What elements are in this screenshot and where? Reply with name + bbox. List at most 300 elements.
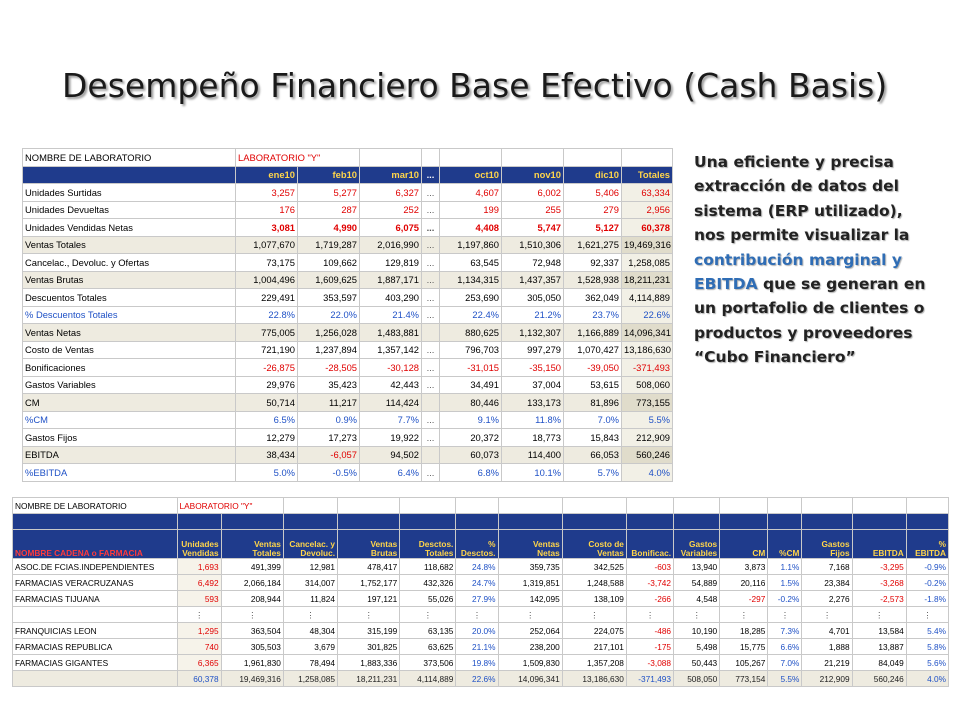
column-header [626, 530, 673, 559]
table-cell: ⋮ [674, 607, 720, 623]
table-cell: 6.8% [440, 464, 502, 482]
table-cell: 29,976 [236, 376, 298, 394]
table-cell: 253,690 [440, 289, 502, 307]
header-blank [13, 514, 178, 530]
table-row [23, 394, 673, 412]
column-header [456, 530, 498, 559]
table-cell: -6,057 [298, 446, 360, 464]
column-header-line2: Ventas [597, 548, 624, 558]
table-cell: ⋮ [720, 607, 768, 623]
table-cell: 2,276 [802, 591, 852, 607]
table-cell: 22.4% [440, 306, 502, 324]
header-blank [221, 514, 283, 530]
table-cell: -3,088 [626, 655, 673, 671]
row-label: Ventas Netas [23, 324, 236, 342]
table-cell [422, 324, 440, 342]
table-cell: 3,873 [720, 559, 768, 575]
column-header [906, 530, 948, 559]
row-label: %CM [23, 411, 236, 429]
table-cell: ⋮ [852, 607, 906, 623]
table-cell: 1,719,287 [298, 236, 360, 254]
table-cell: 1,295 [177, 623, 221, 639]
total-cell: 508,050 [674, 671, 720, 687]
row-label: Unidades Surtidas [23, 184, 236, 202]
column-header-line1: Gastos [689, 539, 718, 549]
table-cell: 7.0% [564, 411, 622, 429]
month-header: ene10 [236, 166, 298, 184]
table-cell: 48,304 [283, 623, 337, 639]
table-cell: 66,053 [564, 446, 622, 464]
table-cell: 314,007 [283, 575, 337, 591]
table-cell: 1,134,315 [440, 271, 502, 289]
total-cell: 560,246 [852, 671, 906, 687]
table-cell: ⋮ [456, 607, 498, 623]
chain-name [13, 607, 178, 623]
table-row [23, 289, 673, 307]
table-cell: 1,132,307 [502, 324, 564, 342]
table-cell: 208,944 [221, 591, 283, 607]
table-cell: 15,843 [564, 429, 622, 447]
table-cell: 252 [360, 201, 422, 219]
empty-cell [400, 498, 456, 514]
table-cell: 50,714 [236, 394, 298, 412]
totals-row [13, 671, 949, 687]
table-cell: 142,095 [498, 591, 562, 607]
table-row [13, 655, 949, 671]
column-header-line1: Ventas [254, 539, 281, 549]
lab-name-label: NOMBRE DE LABORATORIO [23, 149, 236, 167]
table-cell: 1,528,938 [564, 271, 622, 289]
table-cell: ⋮ [562, 607, 626, 623]
table-cell: 6,492 [177, 575, 221, 591]
total-cell: 13,186,630 [562, 671, 626, 687]
total-cell: 18,211,231 [622, 271, 673, 289]
total-cell: 1,258,085 [622, 254, 673, 272]
table-cell: 5,277 [298, 184, 360, 202]
table-cell: 50,443 [674, 655, 720, 671]
empty-cell [564, 149, 622, 167]
table-cell: 13,940 [674, 559, 720, 575]
table-cell: 21.2% [502, 306, 564, 324]
table-cell: 6.5% [236, 411, 298, 429]
header-blank [802, 514, 852, 530]
table-cell: 1,752,177 [338, 575, 400, 591]
table-cell: 54,889 [674, 575, 720, 591]
table-cell: 6.6% [768, 639, 802, 655]
table-cell: 229,491 [236, 289, 298, 307]
total-cell: -371,493 [622, 359, 673, 377]
table-cell: 997,279 [502, 341, 564, 359]
header-blank [720, 514, 768, 530]
table-cell: 129,819 [360, 254, 422, 272]
total-cell: 212,909 [622, 429, 673, 447]
table-cell: 5,127 [564, 219, 622, 237]
table-cell: 23.7% [564, 306, 622, 324]
table-cell: 114,424 [360, 394, 422, 412]
table-cell: 363,504 [221, 623, 283, 639]
table-cell: 72,948 [502, 254, 564, 272]
column-header-row [13, 530, 949, 559]
table-cell: -0.5% [298, 464, 360, 482]
table-cell: 4,408 [440, 219, 502, 237]
table-cell: ... [422, 341, 440, 359]
table-cell: 1,621,275 [564, 236, 622, 254]
table-cell: ... [422, 359, 440, 377]
table-cell: 373,506 [400, 655, 456, 671]
table-cell: 3,679 [283, 639, 337, 655]
table-row [23, 411, 673, 429]
table-row [23, 341, 673, 359]
table-row [23, 429, 673, 447]
table-cell: 1,609,625 [298, 271, 360, 289]
table-cell: 199 [440, 201, 502, 219]
header-blank [498, 514, 562, 530]
total-cell: 13,186,630 [622, 341, 673, 359]
table-cell: 15,775 [720, 639, 768, 655]
table-cell: 73,175 [236, 254, 298, 272]
table-cell: 6,075 [360, 219, 422, 237]
table-cell: 53,615 [564, 376, 622, 394]
table-cell: 11,217 [298, 394, 360, 412]
row-label: % Descuentos Totales [23, 306, 236, 324]
table-cell: -35,150 [502, 359, 564, 377]
table-cell: ... [422, 376, 440, 394]
table-cell: 353,597 [298, 289, 360, 307]
column-header-line2: Bonificac. [631, 548, 672, 558]
total-cell: -371,493 [626, 671, 673, 687]
table-cell: 34,491 [440, 376, 502, 394]
table-cell: 1.5% [768, 575, 802, 591]
month-header: feb10 [298, 166, 360, 184]
table-cell: 721,190 [236, 341, 298, 359]
table-cell: 775,005 [236, 324, 298, 342]
table-cell: 1,004,496 [236, 271, 298, 289]
month-header: nov10 [502, 166, 564, 184]
table-cell: 305,050 [502, 289, 564, 307]
header-blank [177, 514, 221, 530]
column-header [400, 530, 456, 559]
row-label: EBITDA [23, 446, 236, 464]
column-header-line1: Costo de [588, 539, 624, 549]
header-blank [626, 514, 673, 530]
column-header-line1: % [488, 539, 496, 549]
table-row [23, 464, 673, 482]
table-cell: ... [422, 236, 440, 254]
table-cell: ⋮ [498, 607, 562, 623]
table-cell: ⋮ [906, 607, 948, 623]
table-cell: 255 [502, 201, 564, 219]
table-cell: 1,237,894 [298, 341, 360, 359]
table-row [13, 639, 949, 655]
table-cell: 5.6% [906, 655, 948, 671]
description-part1: Una eficiente y precisa extracción de datos del sistema (ERP utilizado), nos permite visualizar la [694, 153, 910, 245]
table-cell: 11,824 [283, 591, 337, 607]
table-cell: ⋮ [177, 607, 221, 623]
chain-name: FRANQUICIAS LEON [13, 623, 178, 639]
table-cell: -3,268 [852, 575, 906, 591]
column-header [221, 530, 283, 559]
table-cell: 224,075 [562, 623, 626, 639]
table-cell: 403,290 [360, 289, 422, 307]
header-blank [852, 514, 906, 530]
table-cell: 63,135 [400, 623, 456, 639]
table-cell: 1,888 [802, 639, 852, 655]
table-cell: -297 [720, 591, 768, 607]
row-label: Unidades Devueltas [23, 201, 236, 219]
table-cell: 3,257 [236, 184, 298, 202]
table-cell: 3,081 [236, 219, 298, 237]
month-header-row [23, 166, 673, 184]
header-blank [456, 514, 498, 530]
total-cell: 560,246 [622, 446, 673, 464]
total-cell: 508,060 [622, 376, 673, 394]
month-header: mar10 [360, 166, 422, 184]
table-row [23, 324, 673, 342]
table-cell: 55,026 [400, 591, 456, 607]
total-cell: 4.0% [906, 671, 948, 687]
lab-name-row [13, 498, 949, 514]
table-cell: 491,399 [221, 559, 283, 575]
table-cell: 1,357,142 [360, 341, 422, 359]
table-cell: 593 [177, 591, 221, 607]
table-cell: -39,050 [564, 359, 622, 377]
table-cell: 20,372 [440, 429, 502, 447]
table-cell: 94,502 [360, 446, 422, 464]
table-cell: ⋮ [338, 607, 400, 623]
total-cell: 14,096,341 [622, 324, 673, 342]
table-cell: 4,701 [802, 623, 852, 639]
table-cell: 1,256,028 [298, 324, 360, 342]
column-header-line2: Fijos [830, 548, 850, 558]
totals-blank [13, 671, 178, 687]
column-header [802, 530, 852, 559]
table-cell: 7.3% [768, 623, 802, 639]
table-cell: 11.8% [502, 411, 564, 429]
total-cell: 22.6% [622, 306, 673, 324]
table-cell: 796,703 [440, 341, 502, 359]
table-cell: 19.8% [456, 655, 498, 671]
total-cell: 212,909 [802, 671, 852, 687]
total-cell: 63,334 [622, 184, 673, 202]
table-cell: 42,443 [360, 376, 422, 394]
table-row [23, 236, 673, 254]
table-cell: ⋮ [626, 607, 673, 623]
column-header [338, 530, 400, 559]
lab-name-value: LABORATORIO "Y" [236, 149, 360, 167]
table-cell: 21.1% [456, 639, 498, 655]
table-cell: ⋮ [400, 607, 456, 623]
table-row [23, 271, 673, 289]
table-cell: 2,066,184 [221, 575, 283, 591]
column-header-line1: Ventas [370, 539, 398, 549]
header-blank [674, 514, 720, 530]
table-cell: -0.2% [906, 575, 948, 591]
table-cell: 4,990 [298, 219, 360, 237]
table-cell: ... [422, 254, 440, 272]
empty-cell [360, 149, 422, 167]
row-label: %EBITDA [23, 464, 236, 482]
table-cell: 21,219 [802, 655, 852, 671]
table-cell: 13,887 [852, 639, 906, 655]
chain-name: FARMACIAS GIGANTES [13, 655, 178, 671]
total-cell: 19,469,316 [221, 671, 283, 687]
row-label: Cancelac., Devoluc. y Ofertas [23, 254, 236, 272]
month-header: oct10 [440, 166, 502, 184]
table-cell: 38,434 [236, 446, 298, 464]
table-cell: 5,747 [502, 219, 564, 237]
table-cell: ⋮ [768, 607, 802, 623]
table-cell: -0.2% [768, 591, 802, 607]
table-cell: 1,887,171 [360, 271, 422, 289]
table-cell: 301,825 [338, 639, 400, 655]
table-cell: ⋮ [802, 607, 852, 623]
table-cell: 12,279 [236, 429, 298, 447]
table-cell: 5,406 [564, 184, 622, 202]
column-header-line2: EBITDA [872, 548, 904, 558]
table-cell: 6,002 [502, 184, 564, 202]
table-cell: 6,327 [360, 184, 422, 202]
total-cell: 22.6% [456, 671, 498, 687]
table-cell: 342,525 [562, 559, 626, 575]
chain-name-header: NOMBRE CADENA o FARMACIA [13, 530, 178, 559]
table-cell: 5.4% [906, 623, 948, 639]
table-cell: 109,662 [298, 254, 360, 272]
total-cell: 18,211,231 [338, 671, 400, 687]
header-blank [400, 514, 456, 530]
table-cell: 63,545 [440, 254, 502, 272]
chain-name: ASOC.DE FCIAS.INDEPENDIENTES [13, 559, 178, 575]
table-cell: 1.1% [768, 559, 802, 575]
total-cell: 5.5% [622, 411, 673, 429]
table-cell: -31,015 [440, 359, 502, 377]
table-row [13, 559, 949, 575]
table-cell: -175 [626, 639, 673, 655]
table-cell: 2,016,990 [360, 236, 422, 254]
total-cell: 14,096,341 [498, 671, 562, 687]
header-blank [283, 514, 337, 530]
table-cell: 22.0% [298, 306, 360, 324]
header-blank [768, 514, 802, 530]
table-cell: 18,285 [720, 623, 768, 639]
table-cell: 1,070,427 [564, 341, 622, 359]
table-cell: 10,190 [674, 623, 720, 639]
table-cell: 1,883,336 [338, 655, 400, 671]
table-cell: 176 [236, 201, 298, 219]
total-cell: 773,155 [622, 394, 673, 412]
column-header-line2: CM [752, 548, 766, 558]
table-row [23, 219, 673, 237]
table-cell: 217,101 [562, 639, 626, 655]
table-cell: 138,109 [562, 591, 626, 607]
page-title: Desempeño Financiero Base Efectivo (Cash Basis) [62, 66, 888, 105]
table-cell: 5.0% [236, 464, 298, 482]
empty-cell [768, 498, 802, 514]
table-cell: 1,437,357 [502, 271, 564, 289]
column-header [674, 530, 720, 559]
column-header [562, 530, 626, 559]
table-cell: 9.1% [440, 411, 502, 429]
table-cell: 432,326 [400, 575, 456, 591]
table-cell: -30,128 [360, 359, 422, 377]
column-header [498, 530, 562, 559]
table-cell: 305,503 [221, 639, 283, 655]
table-row [13, 591, 949, 607]
row-label: Unidades Vendidas Netas [23, 219, 236, 237]
empty-cell [622, 149, 673, 167]
table-cell: 118,682 [400, 559, 456, 575]
table-cell: -2,573 [852, 591, 906, 607]
table-row [23, 359, 673, 377]
table-cell: 24.8% [456, 559, 498, 575]
table-cell: 23,384 [802, 575, 852, 591]
column-header [283, 530, 337, 559]
table-cell: 1,510,306 [502, 236, 564, 254]
column-header [720, 530, 768, 559]
total-cell: 19,469,316 [622, 236, 673, 254]
column-header-line2: Totales [252, 548, 281, 558]
column-header-line1: Desctos. [418, 539, 454, 549]
column-header-line1: % [938, 539, 946, 549]
header-blank [338, 514, 400, 530]
table-cell: ... [422, 464, 440, 482]
table-cell: ... [422, 429, 440, 447]
lab-name-row [23, 149, 673, 167]
table-cell: 21.4% [360, 306, 422, 324]
column-header-line2: Netas [537, 548, 560, 558]
table-cell: 7,168 [802, 559, 852, 575]
table-cell: 6.4% [360, 464, 422, 482]
table-cell: 5.8% [906, 639, 948, 655]
row-label: CM [23, 394, 236, 412]
table-cell: 1,166,889 [564, 324, 622, 342]
table-row [23, 201, 673, 219]
table-cell: 10.1% [502, 464, 564, 482]
row-label: Costo de Ventas [23, 341, 236, 359]
total-cell: 60,378 [622, 219, 673, 237]
table-row [23, 376, 673, 394]
column-header-line1: Unidades [181, 539, 219, 549]
table-cell: -3,742 [626, 575, 673, 591]
table-cell: 35,423 [298, 376, 360, 394]
column-header-line2: Totales [424, 548, 454, 558]
table-cell: 279 [564, 201, 622, 219]
table-cell: 114,400 [502, 446, 564, 464]
table-cell: 81,896 [564, 394, 622, 412]
table-cell: 19,922 [360, 429, 422, 447]
table-cell [422, 446, 440, 464]
table-cell: 252,064 [498, 623, 562, 639]
column-header-line2: Desctos. [460, 548, 496, 558]
table-row [23, 254, 673, 272]
row-label: Gastos Variables [23, 376, 236, 394]
table-cell: 5.7% [564, 464, 622, 482]
table-cell: 78,494 [283, 655, 337, 671]
row-label: Bonificaciones [23, 359, 236, 377]
table-row [13, 575, 949, 591]
empty-cell [906, 498, 948, 514]
table-cell: 4,548 [674, 591, 720, 607]
table-row [23, 446, 673, 464]
row-label: Gastos Fijos [23, 429, 236, 447]
pharmacy-chain-table [12, 497, 949, 687]
table-cell: 359,735 [498, 559, 562, 575]
empty-cell [562, 498, 626, 514]
table-cell: -486 [626, 623, 673, 639]
table-cell: 1,357,208 [562, 655, 626, 671]
table-cell: 0.9% [298, 411, 360, 429]
table-cell: 60,073 [440, 446, 502, 464]
table-row [13, 607, 949, 623]
